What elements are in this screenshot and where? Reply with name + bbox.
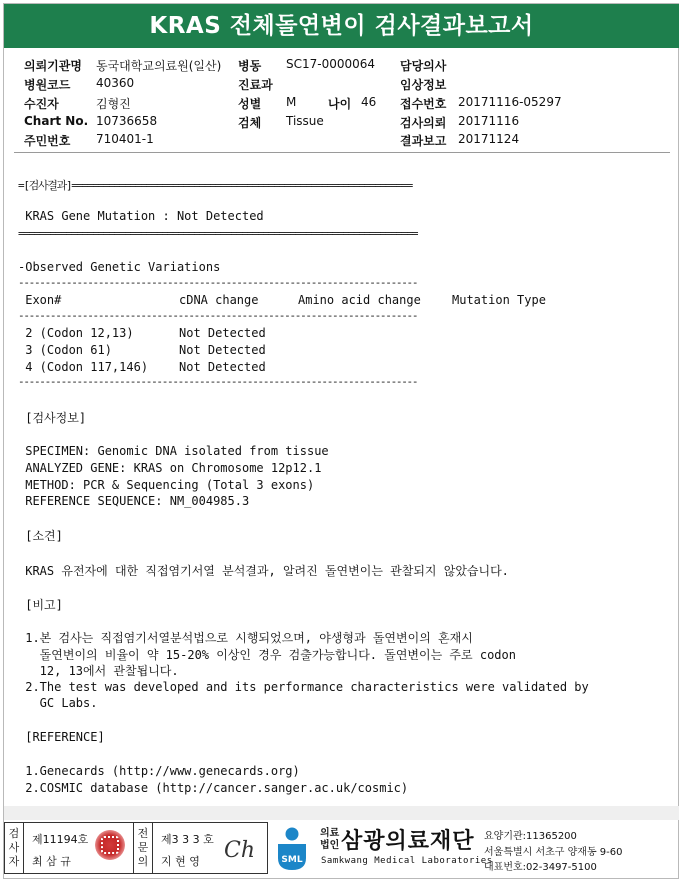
table-row-cdna: Not Detected	[179, 326, 266, 340]
brand-name: 삼광의료재단	[341, 829, 475, 854]
table-row-exon: 4 (Codon 117,146)	[18, 360, 149, 374]
examiner-name: 최 삼 규	[32, 855, 71, 868]
address: 서울특별시 서초구 양재동 9-60	[484, 847, 623, 858]
finding-heading: [소견]	[18, 529, 63, 543]
sex-label: 성별	[238, 97, 262, 111]
table-rule-bottom: ---------------------------------------------------------------------------	[18, 375, 418, 388]
examiner-label-char: 검	[8, 827, 20, 840]
analyzed-gene-line: ANALYZED GENE: KRAS on Chromosome 12p12.1	[18, 461, 322, 475]
receipt-label: 접수번호	[400, 97, 447, 111]
kras-mutation-summary: KRAS Gene Mutation : Not Detected	[18, 209, 264, 223]
reference-1: 1.Genecards (http://www.genecards.org)	[18, 764, 300, 778]
col-amino: Amino acid change	[298, 293, 421, 307]
hospital-code-value: 40360	[96, 76, 135, 90]
remark-2-line-2: GC Labs.	[18, 696, 98, 710]
sml-logo-icon	[272, 826, 312, 872]
col-exon: Exon#	[18, 293, 62, 307]
specialist-signature: Ch	[224, 838, 256, 863]
examiner-license-no: 제11194호	[32, 833, 89, 846]
col-mutation-type: Mutation Type	[452, 293, 546, 307]
id-label: 주민번호	[24, 134, 71, 148]
method-line: METHOD: PCR & Sequencing (Total 3 exons)	[18, 478, 315, 492]
table-row-exon: 2 (Codon 12,13)	[18, 326, 134, 340]
remark-1-line-3: 12, 13에서 관찰됩니다.	[18, 664, 179, 678]
specialist-label-char: 문	[137, 841, 149, 854]
chart-label: Chart No.	[24, 114, 89, 128]
table-row-cdna: Not Detected	[179, 343, 266, 357]
double-rule: ===========================================================================	[18, 227, 418, 240]
phone: 대표번호:02-3497-5100	[484, 862, 597, 873]
remark-1-line-1: 1.본 검사는 직접염기서열분석법으로 시행되었으며, 야생형과 돌연변이의 혼재시	[18, 631, 473, 645]
table-row-exon: 3 (Codon 61)	[18, 343, 112, 357]
examiner-label-char: 자	[8, 855, 20, 868]
institution-label: 의뢰기관명	[24, 59, 82, 73]
footer-band	[4, 806, 679, 820]
variations-heading: -Observed Genetic Variations	[18, 260, 221, 274]
chart-value: 10736658	[96, 114, 158, 128]
age-label: 나이	[328, 97, 352, 111]
specimen-line: SPECIMEN: Genomic DNA isolated from tissue	[18, 444, 329, 458]
reference-sequence-line: REFERENCE SEQUENCE: NM_004985.3	[18, 494, 250, 508]
ward-value: SC17-0000064	[286, 57, 376, 71]
reference-2: 2.COSMIC database (http://cancer.sanger.ac.uk/cosmic)	[18, 781, 409, 795]
remarks-heading: [비고]	[18, 598, 63, 612]
receipt-value: 20171116-05297	[458, 95, 562, 109]
report-date-value: 20171124	[458, 132, 520, 146]
specialist-label-char: 의	[137, 855, 149, 868]
ward-label: 병동	[238, 59, 262, 73]
specialist-name: 지 현 영	[161, 855, 200, 868]
remark-1-line-2: 돌연변이의 비율이 약 15-20% 이상인 경우 검출가능합니다. 돌연변이는 주로 codon	[18, 648, 516, 662]
test-info-heading: [검사정보]	[18, 411, 87, 425]
specimen-value: Tissue	[286, 114, 324, 128]
institution-value: 동국대학교의료원(일산)	[96, 59, 222, 73]
request-value: 20171116	[458, 114, 520, 128]
hospital-code-label: 병원코드	[24, 78, 71, 92]
corp-label-2: 법인	[320, 840, 340, 851]
table-rule-top: ---------------------------------------------------------------------------	[18, 276, 418, 289]
id-value: 710401-1	[96, 132, 154, 146]
examinee-label: 수진자	[24, 97, 59, 111]
doctor-label: 담당의사	[400, 59, 447, 73]
reference-heading: [REFERENCE]	[18, 730, 105, 744]
sex-value: M	[286, 95, 297, 109]
examiner-label-char: 사	[8, 841, 20, 854]
report-date-label: 결과보고	[400, 134, 447, 148]
logo-text: SML	[281, 855, 303, 865]
dept-label: 진료과	[238, 78, 273, 92]
institution-code: 요양기관:11365200	[484, 831, 577, 842]
remark-2-line-1: 2.The test was developed and its performance characteristics were validated by	[18, 680, 589, 694]
info-divider	[14, 152, 670, 153]
col-cdna: cDNA change	[179, 293, 259, 307]
table-rule-mid: ---------------------------------------------------------------------------	[18, 309, 418, 322]
examinee-value: 김형진	[96, 97, 131, 111]
specialist-license-no: 제3 3 3 호	[161, 833, 214, 846]
corp-label-1: 의료	[320, 828, 340, 839]
age-value: 46	[361, 95, 377, 109]
result-section-rule: =[검사결과]================================================================	[18, 179, 412, 192]
request-label: 검사의뢰	[400, 116, 447, 130]
specialist-label-char: 전	[137, 827, 149, 840]
report-title: KRAS 전체돌연변이 검사결과보고서	[4, 4, 679, 48]
examiner-seal-stamp	[95, 830, 125, 860]
brand-name-english: Samkwang Medical Laboratories	[321, 856, 493, 866]
table-row-cdna: Not Detected	[179, 360, 266, 374]
finding-text: KRAS 유전자에 대한 직접염기서열 분석결과, 알려진 돌연변이는 관찰되지 않았습니다.	[18, 564, 509, 578]
clinical-label: 임상정보	[400, 78, 447, 92]
specimen-label: 검체	[238, 116, 262, 130]
